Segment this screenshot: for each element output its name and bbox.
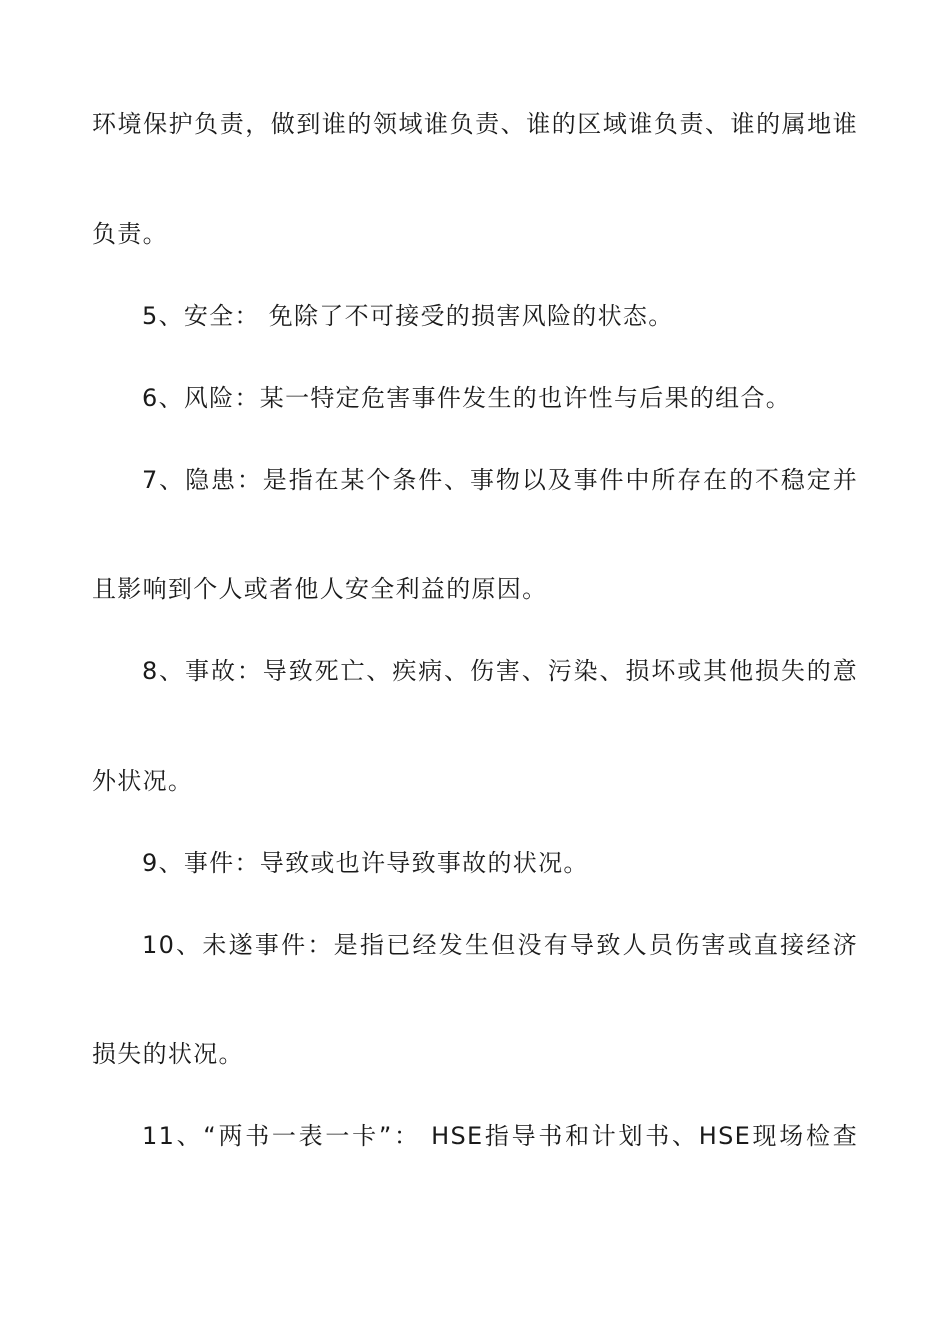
definition-accident: 8、事故：导致死亡、疾病、伤害、污染、损坏或其他损失的意: [142, 657, 858, 685]
definition-hazard-continued: 且影响到个人或者他人安全利益的原因。: [92, 575, 548, 603]
definition-near-miss-continued: 损失的状况。: [92, 1040, 244, 1068]
text-line-2: 负责。: [92, 220, 168, 248]
definition-incident: 9、事件：导致或也许导致事故的状况。: [142, 849, 589, 877]
definition-hazard: 7、隐患：是指在某个条件、事物以及事件中所存在的不稳定并: [142, 466, 858, 494]
definition-accident-continued: 外状况。: [92, 767, 194, 795]
definition-two-books-one-table-one-card: 11、“两书一表一卡”： HSE指导书和计划书、HSE现场检查: [142, 1122, 858, 1150]
definition-safety: 5、安全： 免除了不可接受的损害风险的状态。: [142, 302, 674, 330]
definition-risk: 6、风险：某一特定危害事件发生的也许性与后果的组合。: [142, 384, 792, 412]
definition-near-miss: 10、未遂事件：是指已经发生但没有导致人员伤害或直接经济: [142, 931, 858, 959]
text-line-1: 环境保护负责，做到谁的领域谁负责、谁的区域谁负责、谁的属地谁: [92, 110, 858, 138]
